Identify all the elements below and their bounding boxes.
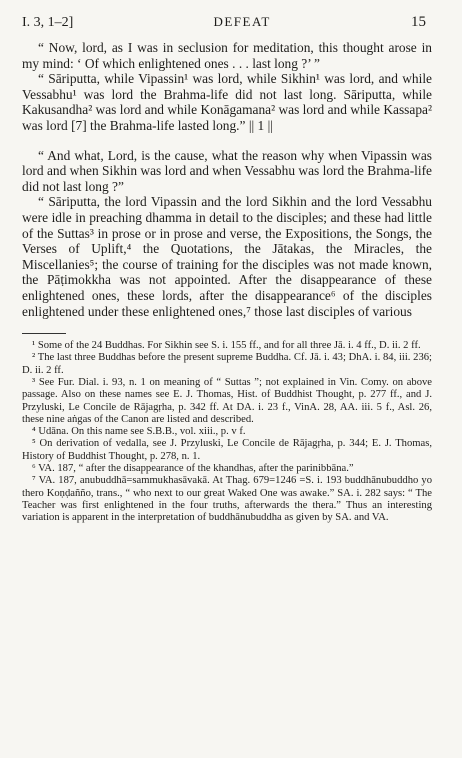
footnote: ³ See Fur. Dial. i. 93, n. 1 on meaning of “ Suttas ”; not explained in Vin. Comy. on above passage. Also on these names see E. J. Thomas, Hist. of Buddhist Thought, p. 277 ff., and J. Przyluski, Le Concile de Rājagṛha, p. 342 ff. At DA. i. 23 f., VinA. 28, AA. iii. 5 f., Asl. 26, these nine aṅgas of the Canon are listed and described. — [22, 376, 432, 425]
footnote: ¹ Some of the 24 Buddhas. For Sikhin see S. i. 155 ff., and for all three Jā. i. 4 ff., D. ii. 2 ff. — [32, 340, 421, 352]
footnote: ⁴ Udāna. On this name see S.B.B., vol. xiii., p. v f. — [32, 426, 246, 438]
running-head — [22, 14, 432, 34]
footnotes — [22, 340, 432, 524]
paragraph: “ Sāriputta, while Vipassin¹ was lord, while Sikhin¹ was lord, and while Vessabhu¹ was lord the Brahma-life did not last long. Sāriputta, while Kakusandha² was lord and while Konāgamana² was lord and while Kassapa² was lord [7] the Brahma-life lasted long.” || 1 || — [22, 71, 432, 133]
paragraph: “ And what, Lord, is the cause, what the reason why when Vipassin was lord and when Sikhin was lord and when Vessabhu was lord the Brahma-life did not last long ?” — [22, 147, 432, 194]
paragraph: “ Now, lord, as I was in seclusion for meditation, this thought arose in my mind: ‘ Of which enlightened ones . . . last long ?’ ” — [22, 40, 432, 71]
footnote: ⁶ VA. 187, “ after the disappearance of the khandhas, after the parinibbāna.” — [32, 463, 354, 475]
footnote: ² The last three Buddhas before the present supreme Buddha. Cf. Jā. i. 43; DhA. i. 84, iii. 236; D. ii. 2 ff. — [22, 352, 432, 376]
running-title: DEFEAT — [213, 14, 271, 29]
page-number: 15 — [411, 14, 426, 30]
footnote-rule — [22, 333, 66, 334]
main-text — [22, 40, 432, 319]
footnote: ⁷ VA. 187, anubuddhā=sammukhasāvakā. At Thag. 679=1246 =S. i. 193 buddhānubuddho yo thero Koṇḍañño, trans., “ who next to our great Waked One was awake.” SA. i. 282 says: “ The Teacher was first enlightened in the four truths, afterwards the thera.” Thus an interesting variation is apparent in the interpretation of buddhānubuddha as given by SA. and VA. — [22, 475, 432, 524]
footnote: ⁵ On derivation of vedalla, see J. Przyluski, Le Concile de Rājagṛha, p. 344; E. J. Thomas, History of Buddhist Thought, p. 278, n. 1. — [22, 438, 432, 462]
chapter-reference: I. 3, 1–2] — [22, 15, 74, 30]
paragraph: “ Sāriputta, the lord Vipassin and the lord Sikhin and the lord Vessabhu were idle in preaching dhamma in detail to the disciples; and these had little of the Suttas³ in prose or in prose and verse, the Expositions, the Songs, the Verses of Uplift,⁴ the Quotations, the Jātakas, the Miracles, the Miscellanies⁵; the course of training for the disciples was not made known, the Pāṭimokkha was not appointed. After the disappearance of these enlightened ones, these lords, after the disappearance⁶ of the disciples enlightened under these enlightened ones,⁷ those last disciples of various — [22, 194, 432, 319]
